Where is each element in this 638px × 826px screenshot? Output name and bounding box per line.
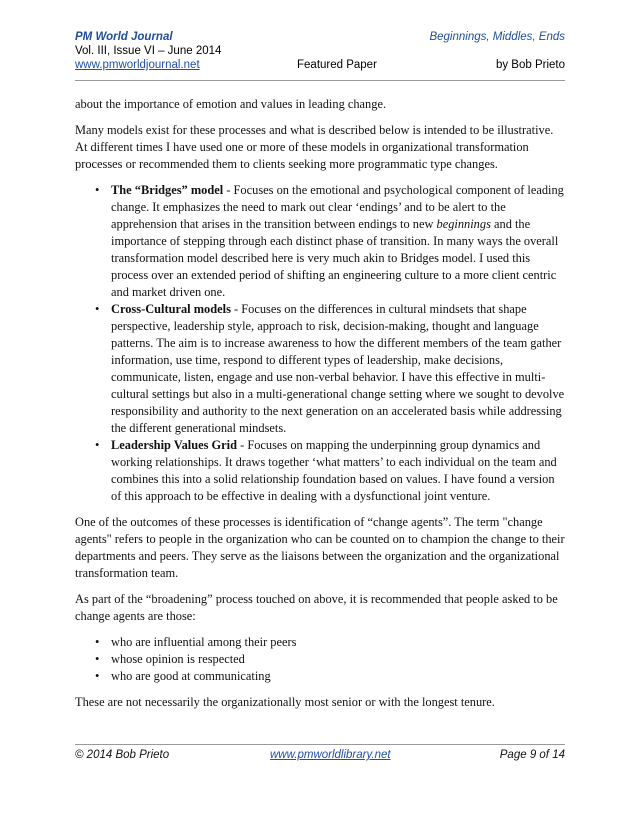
list-item-trait: [75, 668, 567, 685]
section-label: Featured Paper: [297, 59, 377, 71]
model-name: The “Bridges” model: [111, 183, 224, 197]
bullet-icon: •: [95, 438, 100, 452]
paragraph-continuation: about the importance of emotion and values in leading change.: [75, 97, 387, 111]
paper-title: Beginnings, Middles, Ends: [429, 31, 565, 43]
author-byline: by Bob Prieto: [495, 59, 565, 71]
list-item-cross-cultural-models: [75, 301, 567, 437]
journal-title: PM World Journal: [75, 31, 173, 43]
change-agent-traits-list: [75, 634, 567, 685]
issue-info: Vol. III, Issue VI – June 2014: [75, 45, 222, 57]
trait-text: who are good at communicating: [111, 669, 271, 683]
list-item-trait: [75, 651, 567, 668]
paragraph-closing: These are not necessarily the organizationally most senior or with the longest tenure.: [75, 695, 495, 709]
model-description: - Focuses on the differences in cultural mindsets that shape perspective, leadership style, approach to risk, decision-making, thought and language patterns. The aim is to increase awareness to how the different members of the team gather information, use time, respond to different types of leadership, make decisions, communicate, listen, engage and use non-verbal behavior. I have this effective in multi-cultural settings but also in a multi-generational change setting where we sought to devolve responsibility and authority to the next generation on an accelerated basis while addressing the different generational mindsets.: [111, 302, 565, 435]
model-description: - Focuses on mapping the underpinning group dynamics and working relationships. It draws together ‘what matters’ to each individual on the team and combines this into a solid relationship foundation based on values. I have found a version of this approach to be effective in dealing with a dysfunctional joint venture.: [111, 438, 557, 503]
article-body: [75, 96, 567, 720]
bullet-icon: •: [95, 669, 100, 683]
list-item-bridges-model: [75, 182, 567, 301]
footer-divider: [75, 744, 565, 745]
bullet-icon: •: [95, 635, 100, 649]
models-list: [75, 182, 567, 505]
page-header: [75, 30, 565, 72]
model-name: Leadership Values Grid: [111, 438, 237, 452]
trait-text: whose opinion is respected: [111, 652, 245, 666]
paragraph-broadening: As part of the “broadening” process touched on above, it is recommended that people asked to be change agents are those:: [75, 592, 558, 623]
model-description: - Focuses on the emotional and psychological component of leading change. It emphasizes the need to mark out clear ‘endings’ and to be alert to the apprehension that arises in the transition between endings to new: [111, 183, 564, 231]
list-item-trait: [75, 634, 567, 651]
page-footer: [75, 749, 565, 763]
bullet-icon: •: [95, 183, 100, 197]
trait-text: who are influential among their peers: [111, 635, 297, 649]
model-name: Cross-Cultural models: [111, 302, 231, 316]
paragraph-change-agents: One of the outcomes of these processes is identification of “change agents”. The term "change agents" refers to people in the organization who can be counted on to champion the change to their departments and peers. They serve as the liaisons between the organization and the organizational transformation team.: [75, 515, 565, 580]
bullet-icon: •: [95, 302, 100, 316]
copyright-notice: © 2014 Bob Prieto: [75, 749, 170, 761]
list-item-leadership-values-grid: [75, 437, 567, 505]
model-description-cont: and the importance of stepping through each distinct phase of transition. In many ways the overall transformation model described here is very much akin to Bridges model. I used this process over an extended period of shifting an engineering culture to a more client centric and market driven one.: [111, 217, 559, 299]
header-divider: [75, 80, 565, 81]
journal-website-link[interactable]: www.pmworldjournal.net: [75, 59, 200, 71]
page-number: Page 9 of 14: [499, 749, 565, 761]
paragraph-models-intro: Many models exist for these processes and what is described below is intended to be illustrative. At different times I have used one or more of these models in organizational transformation processes or recommended them to clients seeking more programmatic type changes.: [75, 123, 554, 171]
library-website-link[interactable]: www.pmworldlibrary.net: [270, 749, 391, 761]
bullet-icon: •: [95, 652, 100, 666]
model-emphasis: beginnings: [436, 217, 491, 231]
